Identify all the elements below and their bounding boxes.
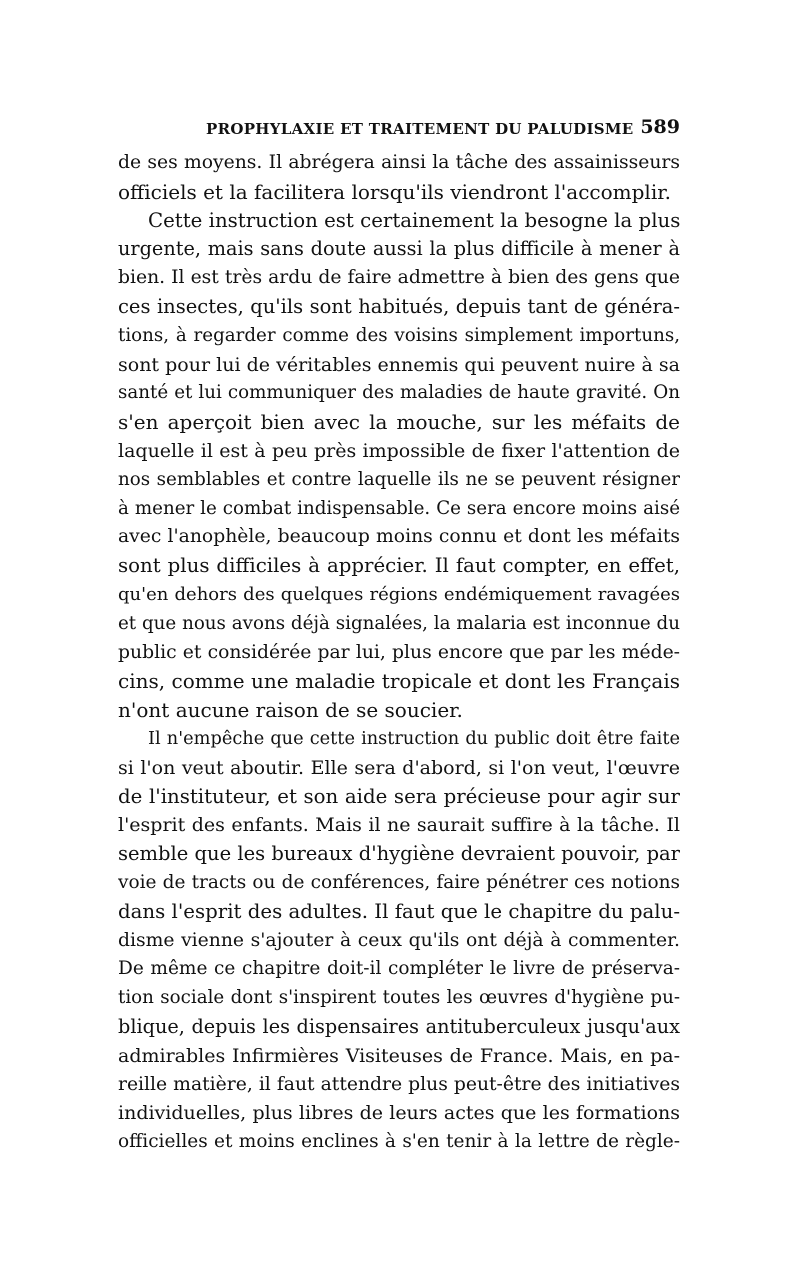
paragraph [118, 207, 680, 725]
text-line: admirables Infirmières Visiteuses de France. Mais, en pa- [118, 1044, 680, 1067]
text-line: urgente, mais sans doute aussi la plus difficile à mener à [118, 237, 680, 261]
text-line: officielles et moins enclines à s'en tenir à la lettre de règle- [118, 1131, 680, 1153]
text-line: cins, comme une maladie tropicale et dont les Français [118, 669, 680, 694]
text-line: santé et lui communiquer des maladies de haute gravité. On [118, 382, 680, 404]
text-line: n'ont aucune raison de se soucier. [118, 698, 463, 723]
running-head [118, 116, 680, 144]
text-line: De même ce chapitre doit-il compléter le livre de préserva- [118, 958, 680, 980]
text-line: l'esprit des enfants. Mais il ne saurait suffire à la tâche. Il [118, 814, 680, 837]
paragraph [118, 725, 680, 1157]
text-line: avec l'anophèle, beaucoup moins connu et dont les méfaits [118, 526, 680, 548]
text-line: nos semblables et contre laquelle ils ne se peuvent résigner [118, 468, 680, 490]
text-line: à mener le combat indispensable. Ce sera encore moins aisé [118, 497, 680, 519]
text-line: individuelles, plus libres de leurs actes que les formations [118, 1102, 680, 1125]
text-line: sont pour lui de véritables ennemis qui peuvent nuire à sa [118, 353, 680, 376]
text-line: bien. Il est très ardu de faire admettre à bien des gens que [118, 267, 680, 289]
page-number: 589 [640, 116, 680, 138]
text-line: tion sociale dont s'inspirent toutes les œuvres d'hygiène pu- [118, 987, 680, 1009]
text-line: Il n'empêche que cette instruction du public doit être faite [148, 728, 680, 749]
text-line: et que nous avons déjà signalées, la malaria est inconnue du [118, 612, 680, 634]
text-line: si l'on veut aboutir. Elle sera d'abord, si l'on veut, l'œuvre [118, 756, 680, 779]
text-line: tions, à regarder comme des voisins simplement importuns, [118, 324, 680, 346]
text-line: de l'instituteur, et son aide sera précieuse pour agir sur [118, 784, 680, 808]
text-line: public et considérée par lui, plus encore que par les méde- [118, 641, 680, 663]
text-line: s'en aperçoit bien avec la mouche, sur les méfaits de [118, 410, 680, 435]
text-line: disme vienne s'ajouter à ceux qu'ils ont déjà à commenter. [118, 929, 680, 951]
text-line: dans l'esprit des adultes. Il faut que le chapitre du palu- [118, 899, 680, 923]
text-line: ces insectes, qu'ils sont habitués, depuis tant de généra- [118, 294, 680, 318]
text-line: laquelle il est à peu près impossible de fixer l'attention de [118, 439, 680, 462]
text-line: Cette instruction est certainement la besogne la plus [148, 208, 680, 232]
text-line: de ses moyens. Il abrégera ainsi la tâche des assainisseurs [118, 152, 680, 173]
body-text [118, 149, 680, 1157]
running-title: PROPHYLAXIE ET TRAITEMENT DU PALUDISME [206, 120, 634, 138]
text-line: sont plus difficiles à apprécier. Il faut compter, en effet, [118, 554, 680, 578]
text-line: qu'en dehors des quelques régions endémiquement ravagées [118, 583, 680, 605]
text-line: semble que les bureaux d'hygiène devraient pouvoir, par [118, 842, 680, 866]
text-line: officiels et la facilitera lorsqu'ils viendront l'accomplir. [118, 179, 671, 204]
text-line: blique, depuis les dispensaires antituberculeux jusqu'aux [118, 1014, 680, 1038]
text-line: voie de tracts ou de conférences, faire pénétrer ces notions [118, 871, 680, 893]
paragraph [118, 149, 680, 207]
text-line: reille matière, il faut attendre plus peut-être des initiatives [118, 1073, 680, 1095]
